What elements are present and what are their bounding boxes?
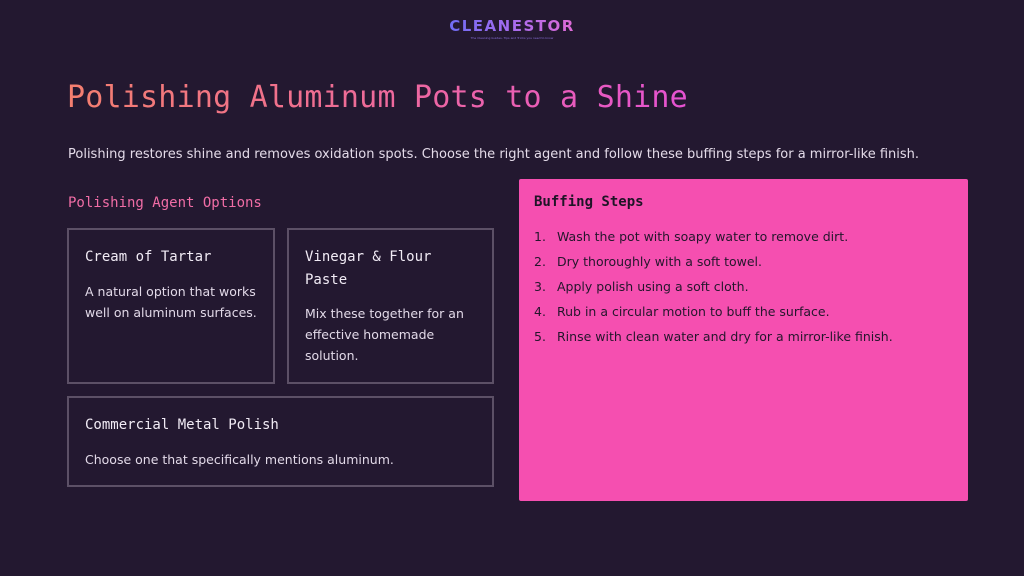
brand-tagline: The Cleaning Guides, Tips and Tricks you need to know xyxy=(470,36,554,40)
buffing-steps-panel xyxy=(519,179,968,501)
agent-card-commercial-metal-polish xyxy=(67,396,494,487)
buffing-step xyxy=(534,227,893,246)
agent-card-vinegar-flour-paste xyxy=(287,228,494,384)
step-number: 4. xyxy=(534,304,546,319)
agent-card-title: Commercial Metal Polish xyxy=(85,417,279,433)
buffing-step xyxy=(534,277,893,296)
step-number: 1. xyxy=(534,229,546,244)
step-number: 2. xyxy=(534,254,546,269)
step-text: Dry thoroughly with a soft towel. xyxy=(557,254,762,269)
buffing-step xyxy=(534,302,893,321)
buffing-steps-title: Buffing Steps xyxy=(534,194,644,210)
agent-card-description: A natural option that works well on aluminum surfaces. xyxy=(85,284,257,320)
step-number: 5. xyxy=(534,329,546,344)
step-text: Apply polish using a soft cloth. xyxy=(557,279,749,294)
agent-card-title: Vinegar & Flour Paste xyxy=(305,249,432,288)
page-title: Polishing Aluminum Pots to a Shine xyxy=(67,78,688,118)
buffing-step xyxy=(534,327,893,346)
brand-name: CLEANESTOR xyxy=(449,17,575,35)
agent-options-heading: Polishing Agent Options xyxy=(68,195,262,211)
step-text: Wash the pot with soapy water to remove dirt. xyxy=(557,229,849,244)
agent-card-cream-of-tartar xyxy=(67,228,275,384)
buffing-steps-list xyxy=(534,227,893,352)
buffing-step xyxy=(534,252,893,271)
agent-card-description: Choose one that specifically mentions aluminum. xyxy=(85,452,394,467)
brand-logo xyxy=(0,16,1024,41)
intro-text: Polishing restores shine and removes oxidation spots. Choose the right agent and follow these buffing steps for a mirror-like finish. xyxy=(68,147,920,162)
step-number: 3. xyxy=(534,279,546,294)
step-text: Rub in a circular motion to buff the surface. xyxy=(557,304,830,319)
agent-card-title: Cream of Tartar xyxy=(85,249,212,265)
agent-card-description: Mix these together for an effective homemade solution. xyxy=(305,306,464,363)
step-text: Rinse with clean water and dry for a mirror-like finish. xyxy=(557,329,893,344)
